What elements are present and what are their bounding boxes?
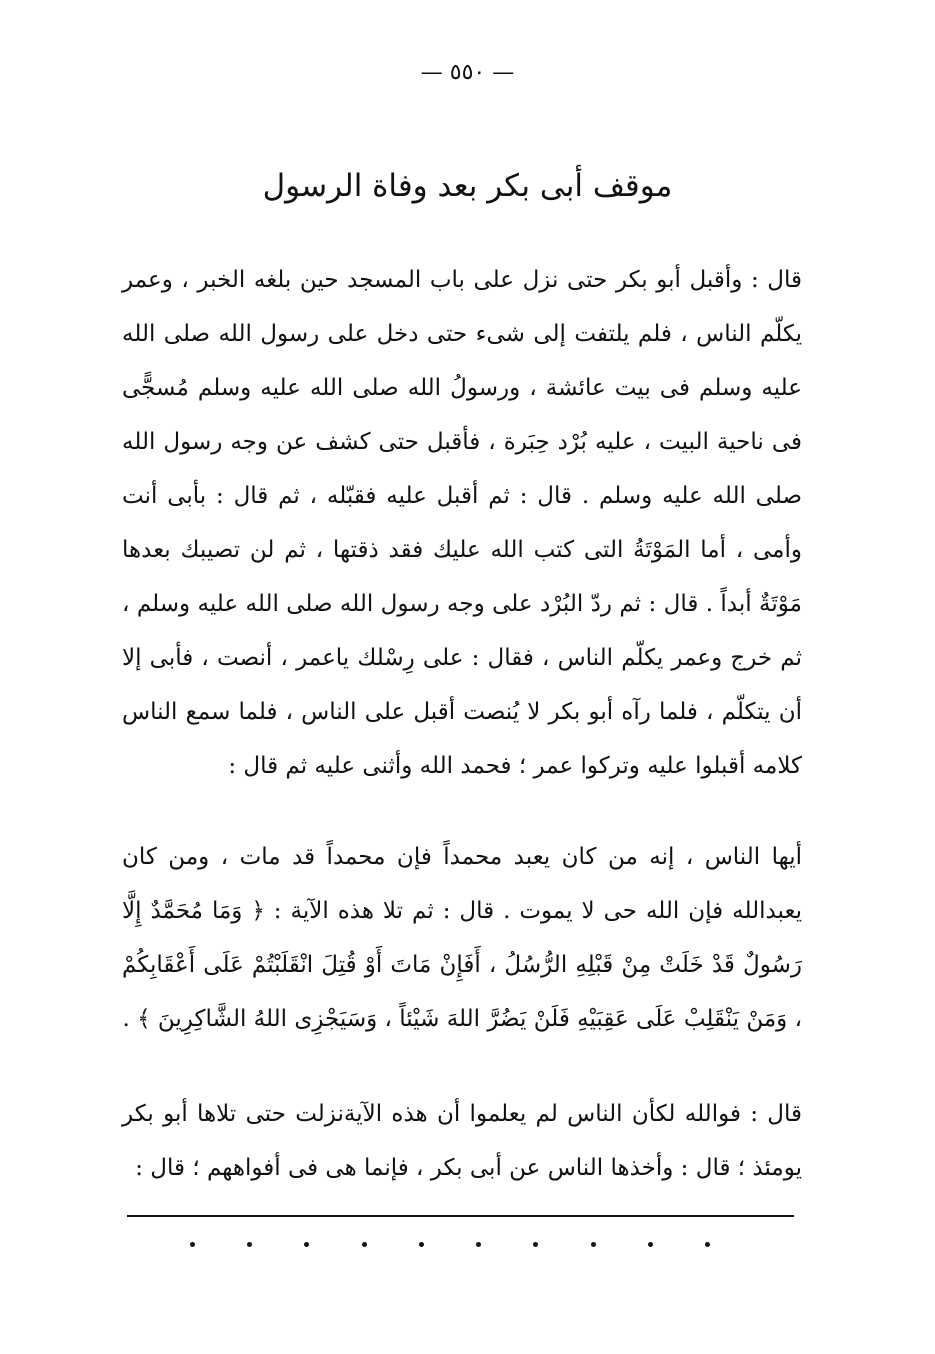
footer-dot	[247, 1242, 252, 1247]
paragraph-reaction: قال : فوالله لكأن الناس لم يعلموا أن هذه الآيةنزلت حتى تلاها أبو بكر يومئذ ؛ قال : وأخذها الناس عن أبى بكر ، فإنما هى فى أفواههم ؛ قال :	[122, 1101, 802, 1181]
footer-dot	[476, 1242, 481, 1247]
footer-dot	[190, 1242, 195, 1247]
footer-dot	[304, 1242, 309, 1247]
paragraph-speech: أيها الناس ، إنه من كان يعبد محمداً فإن محمداً قد مات ، ومن كان يعبدالله فإن الله حى لا يموت . قال : ثم تلا هذه الآية : ﴿ وَمَا مُحَمَّدٌ إِلَّا رَسُولٌ قَدْ خَلَتْ مِنْ قَبْلِهِ الرُّسُلُ ، أَفَإِنْ مَاتَ أَوْ قُتِلَ انْقَلَبْتُمْ عَلَى أَعْقَابِكُمْ ، وَمَنْ يَنْقَلِبْ عَلَى عَقِبَيْهِ فَلَنْ يَضُرَّ اللهَ شَيْئاً ، وَسَيَجْزِى اللهُ الشَّاكِرِينَ ﴾ .	[122, 844, 802, 1032]
footer-dots	[190, 1242, 710, 1247]
page-number: — ٥٥٠ —	[420, 60, 515, 85]
footer-dot	[591, 1242, 596, 1247]
paragraph-abu-bakr-entry: قال : وأقبل أبو بكر حتى نزل على باب المسجد حين بلغه الخبر ، وعمر يكلّم الناس ، فلم يلتفت إلى شىء حتى دخل على رسول الله صلى الله عليه وسلم فى بيت عائشة ، ورسولُ الله صلى الله عليه وسلم مُسجًّى فى ناحية البيت ، عليه بُرْد حِبَرة ، فأقبل حتى كشف عن وجه رسول الله صلى الله عليه وسلم . قال : ثم أقبل عليه فقبّله ، ثم قال : بأبى أنت وأمى ، أما المَوْتَةُ التى كتب الله عليك فقد ذقتها ، ثم لن تصيبك بعدها مَوْتَةٌ أبداً . قال : ثم ردّ البُرْد على وجه رسول الله صلى الله عليه وسلم ، ثم خرج وعمر يكلّم الناس ، فقال : على رِسْلك ياعمر ، أنصت ، فأبى إلا أن يتكلّم ، فلما رآه أبو بكر لا يُنصت أقبل على الناس ، فلما سمع الناس كلامه أقبلوا عليه وتركوا عمر ؛ فحمد الله وأثنى عليه ثم قال :	[122, 267, 802, 779]
footer-dot	[419, 1242, 424, 1247]
chapter-title: موقف أبى بكر بعد وفاة الرسول	[262, 168, 673, 204]
footer-rule	[127, 1215, 794, 1217]
footer-dot	[648, 1242, 653, 1247]
footer-dot	[705, 1242, 710, 1247]
footer-dot	[533, 1242, 538, 1247]
footer-dot	[362, 1242, 367, 1247]
